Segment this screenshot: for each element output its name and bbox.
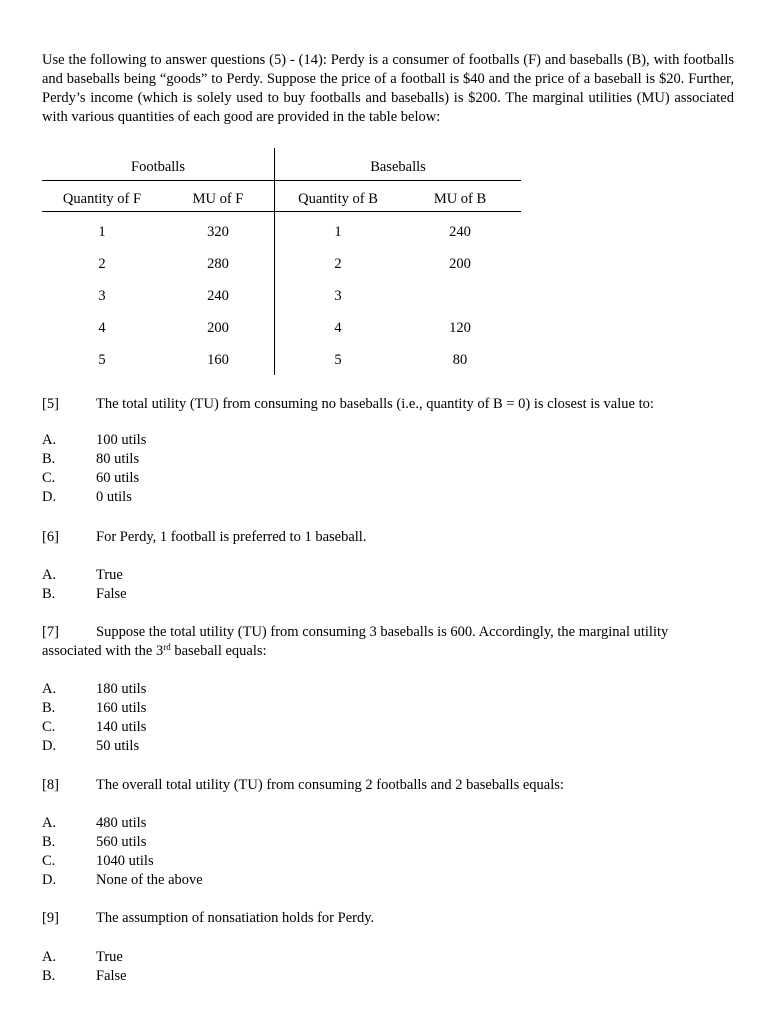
table-cell: 5 [334, 352, 342, 368]
option-text: 100 utils [96, 432, 147, 448]
question-text-line1: Suppose the total utility (TU) from consuming 3 baseballs is 600. Accordingly, the marginal utility [96, 624, 669, 640]
option-c[interactable] [42, 852, 542, 871]
option-a[interactable] [42, 680, 542, 699]
question-text-line2 [42, 642, 267, 661]
option-letter: C. [42, 853, 56, 869]
header-quantity-f: Quantity of F [62, 191, 142, 207]
question-text: The total utility (TU) from consuming no baseballs (i.e., quantity of B = 0) is closest is value to: [96, 396, 654, 412]
option-letter: D. [42, 489, 57, 505]
group-header-footballs: Footballs [131, 159, 185, 175]
option-text: True [96, 567, 123, 583]
question-text-part: associated with the 3 [42, 643, 164, 659]
option-text: 160 utils [96, 700, 147, 716]
option-d[interactable] [42, 871, 542, 890]
option-text: 140 utils [96, 719, 147, 735]
option-text: False [96, 586, 127, 602]
question-number: [5] [42, 396, 59, 412]
question-text: The overall total utility (TU) from consuming 2 footballs and 2 baseballs equals: [96, 777, 564, 793]
option-text: 560 utils [96, 834, 147, 850]
table-cell: 1 [98, 224, 106, 240]
option-d[interactable] [42, 737, 542, 756]
option-a[interactable] [42, 814, 542, 833]
option-letter: D. [42, 872, 57, 888]
option-b[interactable] [42, 585, 542, 604]
option-letter: B. [42, 451, 56, 467]
table-rule-top [42, 180, 521, 181]
table-cell: 2 [98, 256, 106, 272]
question-number: [7] [42, 624, 59, 640]
option-text: 80 utils [96, 451, 140, 467]
option-b[interactable] [42, 833, 542, 852]
option-text: False [96, 968, 127, 984]
option-letter: B. [42, 700, 56, 716]
intro-paragraph: Use the following to answer questions (5) - (14): Perdy is a consumer of footballs (F) and baseballs (B), with footballs and baseballs being “goods” to Perdy. Suppose the price of a football is $40 and the price of a baseball is $20. Further, Perdy’s income (which is solely used to buy footballs and baseballs) is $200. The marginal utilities (MU) associated with various quantities of each good are provided in the table below: [42, 52, 734, 125]
option-text: 1040 utils [96, 853, 154, 869]
option-a[interactable] [42, 948, 542, 967]
table-cell: 3 [98, 288, 106, 304]
option-c[interactable] [42, 718, 542, 737]
option-b[interactable] [42, 699, 542, 718]
table-cell: 200 [449, 256, 471, 272]
option-text: 50 utils [96, 738, 140, 754]
question-text: The assumption of nonsatiation holds for Perdy. [96, 910, 375, 926]
question-number: [9] [42, 910, 59, 926]
question-number: [6] [42, 529, 59, 545]
option-letter: B. [42, 968, 56, 984]
table-cell: 280 [207, 256, 229, 272]
table-cell: 4 [334, 320, 342, 336]
option-text: 480 utils [96, 815, 147, 831]
option-letter: A. [42, 815, 57, 831]
option-text: True [96, 949, 123, 965]
option-a[interactable] [42, 431, 542, 450]
option-text: 180 utils [96, 681, 147, 697]
option-letter: A. [42, 681, 57, 697]
option-text: 60 utils [96, 470, 140, 486]
table-rule-header [42, 211, 521, 212]
option-letter: C. [42, 719, 56, 735]
option-d[interactable] [42, 488, 542, 507]
option-text: 0 utils [96, 489, 132, 505]
header-mu-f: MU of F [192, 191, 244, 207]
option-letter: A. [42, 567, 57, 583]
table-cell: 4 [98, 320, 106, 336]
marginal-utility-table [0, 0, 774, 400]
ordinal-suffix: rd [163, 642, 171, 652]
table-cell: 1 [334, 224, 342, 240]
table-cell: 2 [334, 256, 342, 272]
table-cell: 120 [449, 320, 471, 336]
header-mu-b: MU of B [433, 191, 487, 207]
table-cell: 240 [449, 224, 471, 240]
option-letter: B. [42, 586, 56, 602]
table-cell: 3 [334, 288, 342, 304]
option-letter: D. [42, 738, 57, 754]
option-a[interactable] [42, 566, 542, 585]
option-text: None of the above [96, 872, 203, 888]
group-header-baseballs: Baseballs [370, 159, 426, 175]
table-cell: 200 [207, 320, 229, 336]
option-letter: A. [42, 949, 57, 965]
option-b[interactable] [42, 450, 542, 469]
table-cell: 5 [98, 352, 106, 368]
table-cell: 240 [207, 288, 229, 304]
question-text: For Perdy, 1 football is preferred to 1 baseball. [96, 529, 367, 545]
table-cell: 320 [207, 224, 229, 240]
option-letter: C. [42, 470, 56, 486]
option-letter: A. [42, 432, 57, 448]
question-number: [8] [42, 777, 59, 793]
table-cell: 160 [207, 352, 229, 368]
header-quantity-b: Quantity of B [298, 191, 378, 207]
question-text-part: baseball equals: [170, 643, 267, 659]
table-cell: 80 [452, 352, 468, 368]
option-c[interactable] [42, 469, 542, 488]
option-b[interactable] [42, 967, 542, 986]
option-letter: B. [42, 834, 56, 850]
